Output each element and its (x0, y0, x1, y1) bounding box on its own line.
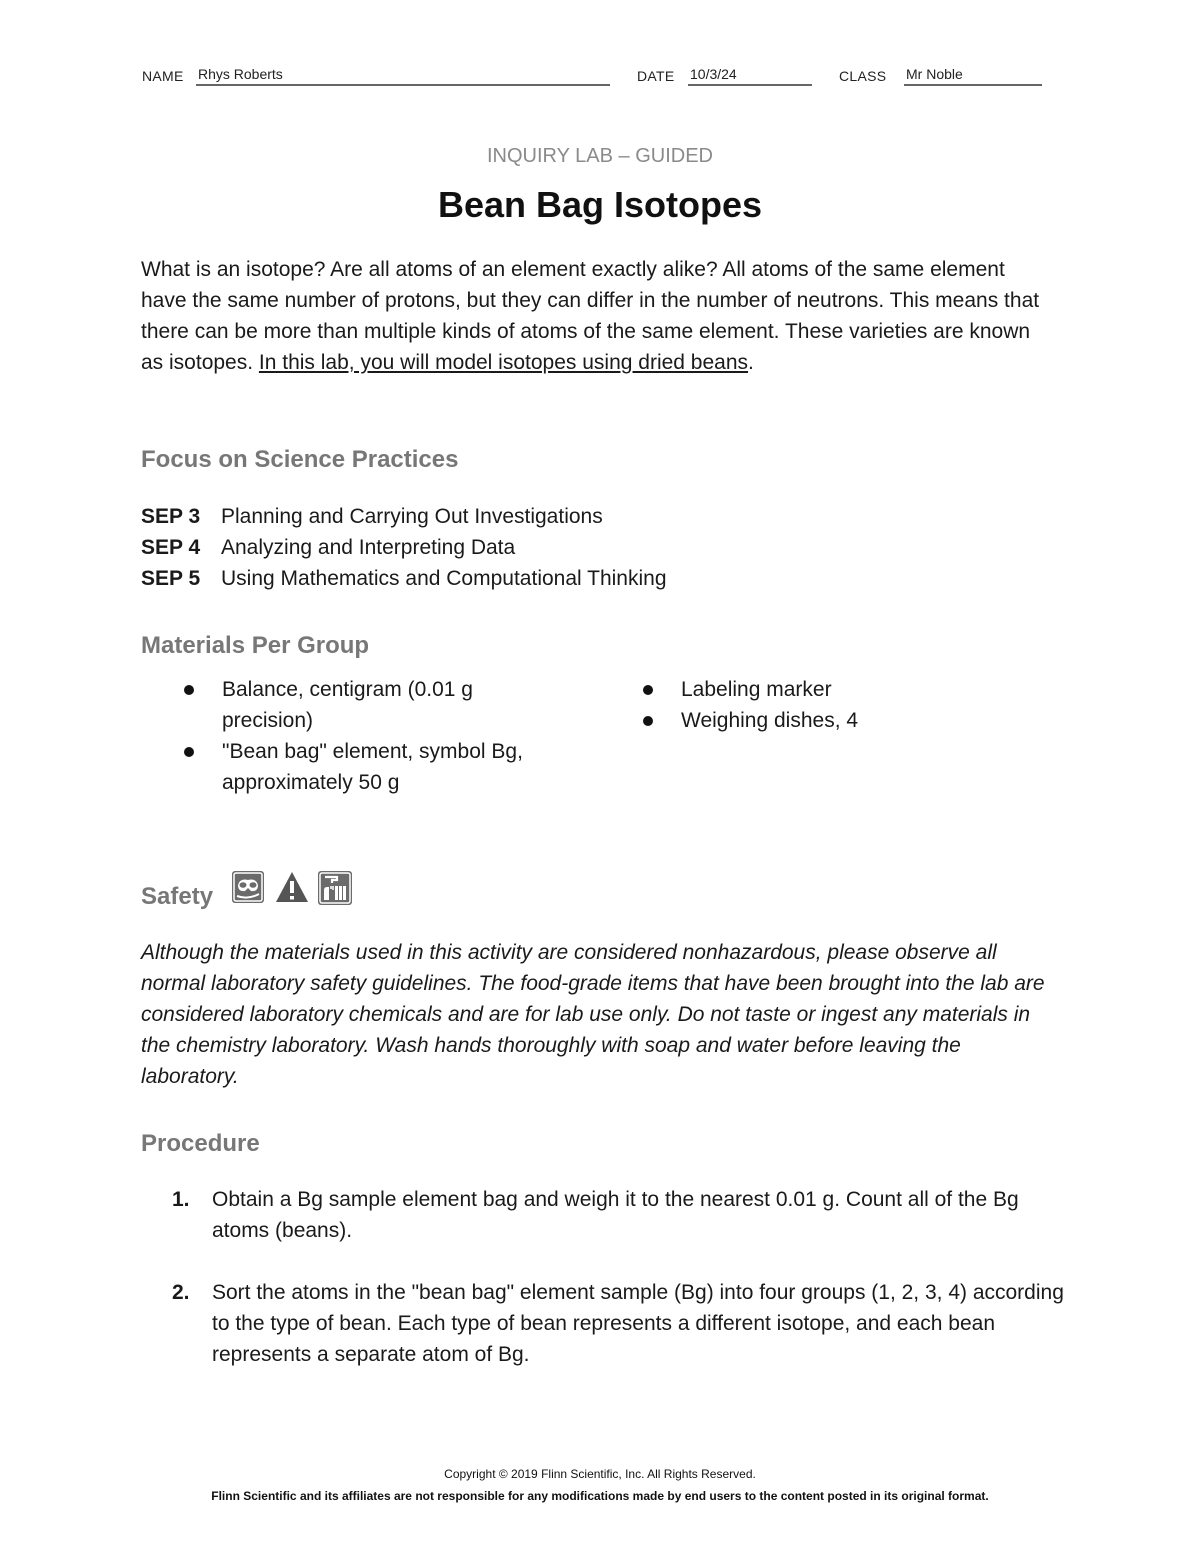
date-label: DATE (637, 68, 675, 84)
step-number: 1. (172, 1188, 190, 1211)
class-label: CLASS (839, 68, 887, 84)
materials-column-2 (643, 674, 1043, 736)
materials-column-1 (184, 674, 564, 798)
goggles-icon (231, 870, 265, 904)
step-text: Sort the atoms in the "bean bag" element sample (Bg) into four groups (1, 2, 3, 4) according to the type of bean. Each type of bean represents a different isotope, and each bean represents a separate atom of Bg. (212, 1281, 1064, 1366)
sep-text: Planning and Carrying Out Investigations (221, 505, 603, 528)
page-title: Bean Bag Isotopes (437, 184, 763, 225)
footer-copyright: Copyright © 2019 Flinn Scientific, Inc. All Rights Reserved. (444, 1467, 756, 1481)
sep-item (141, 563, 1041, 594)
bullet-icon (643, 716, 653, 726)
sep-code: SEP 4 (141, 536, 201, 559)
focus-heading: Focus on Science Practices (141, 446, 459, 473)
name-field[interactable]: Rhys Roberts (196, 66, 610, 86)
procedure-list (172, 1184, 1072, 1401)
material-text: "Bean bag" element, symbol Bg, approximately 50 g (222, 740, 523, 794)
intro-end: . (748, 351, 754, 374)
material-item (184, 674, 564, 736)
footer-disclaimer: Flinn Scientific and its affiliates are not responsible for any modifications made by end users to the content posted in its original format. (211, 1489, 989, 1503)
procedure-heading: Procedure (141, 1130, 260, 1157)
material-text: Balance, centigram (0.01 g precision) (222, 678, 473, 732)
bullet-icon (184, 747, 194, 757)
bullet-icon (643, 685, 653, 695)
material-item (184, 736, 564, 798)
sep-code: SEP 5 (141, 567, 201, 590)
safety-heading: Safety (141, 883, 214, 910)
material-item (643, 705, 1043, 736)
intro-text: What is an isotope? Are all atoms of an element exactly alike? All atoms of the same element have the same number of protons, but they can differ in the number of neutrons. This means that there can be more than multiple kinds of atoms of the same element. These varieties are known as isotopes. (141, 258, 1040, 374)
step-text: Obtain a Bg sample element bag and weigh it to the nearest 0.01 g. Count all of the Bg atoms (beans). (212, 1188, 1019, 1242)
step-number: 2. (172, 1281, 190, 1304)
sep-code: SEP 3 (141, 505, 201, 528)
material-item (643, 674, 1043, 705)
sep-item (141, 501, 1041, 532)
bullet-icon (184, 685, 194, 695)
sep-item (141, 532, 1041, 563)
sep-text: Using Mathematics and Computational Thinking (221, 567, 667, 590)
intro-paragraph (141, 254, 1051, 378)
worksheet-header (142, 66, 1042, 88)
material-text: Weighing dishes, 4 (681, 709, 859, 732)
safety-paragraph: Although the materials used in this activity are considered nonhazardous, please observe all normal laboratory safety guidelines. The food-grade items that have been brought into the lab are considered laboratory chemicals and are for lab use only. Do not taste or ingest any materials in the chemistry laboratory. Wash hands thoroughly with soap and water before leaving the laboratory. (141, 941, 1045, 1088)
lab-type-kicker: INQUIRY LAB – GUIDED (487, 145, 713, 167)
name-label: NAME (142, 68, 184, 84)
sep-text: Analyzing and Interpreting Data (221, 536, 516, 559)
procedure-step (172, 1277, 1072, 1370)
sep-list (141, 501, 1041, 594)
class-field[interactable]: Mr Noble (904, 66, 1042, 86)
procedure-step (172, 1184, 1072, 1246)
hand-wash-icon (317, 870, 353, 906)
date-field[interactable]: 10/3/24 (688, 66, 812, 86)
warning-icon (274, 870, 310, 904)
materials-heading: Materials Per Group (141, 632, 370, 659)
intro-underlined: In this lab, you will model isotopes using dried beans (258, 351, 749, 374)
material-text: Labeling marker (681, 678, 832, 701)
